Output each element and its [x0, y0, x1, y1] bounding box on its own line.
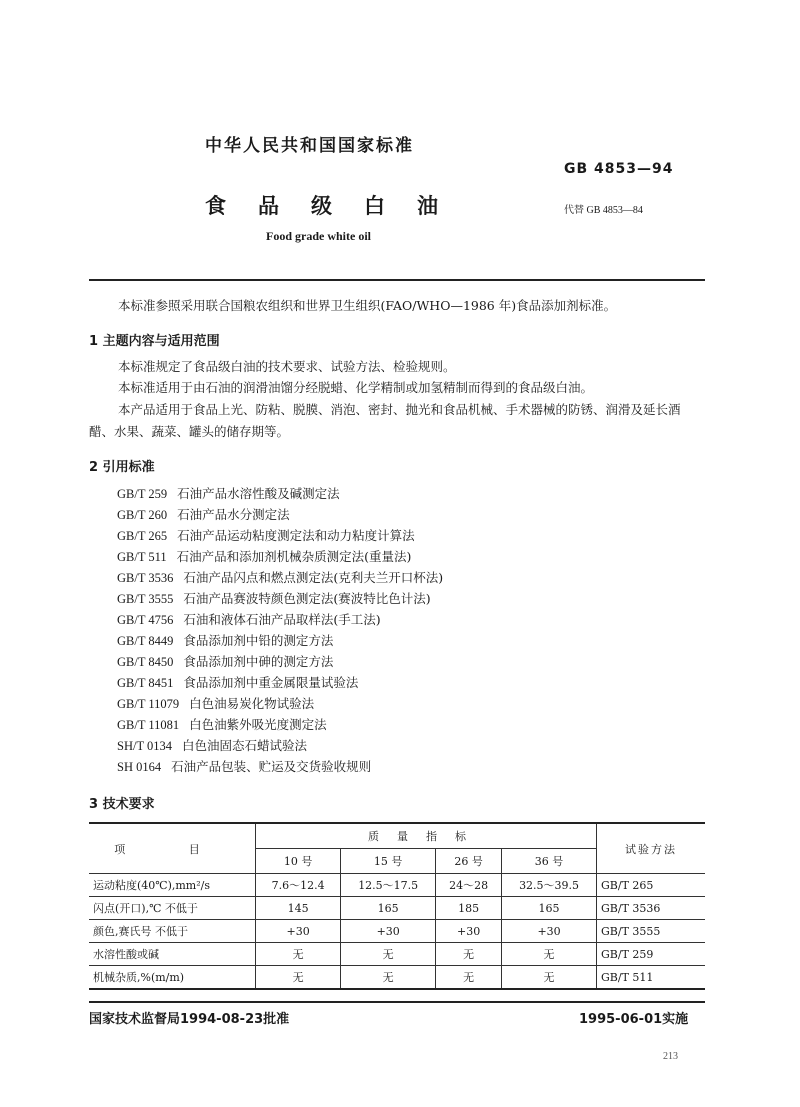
property-name: 水溶性酸或碱 — [89, 943, 256, 966]
standard-org-title: 中华人民共和国国家标准 — [205, 136, 414, 156]
table-cell: 24～28 — [436, 874, 502, 897]
table-cell: 145 — [256, 897, 341, 920]
property-name: 闪点(开口),℃ 不低于 — [89, 897, 256, 920]
ref-title: 石油产品水溶性酸及碱测定法 — [177, 486, 340, 501]
ref-code: SH/T 0134 — [117, 739, 172, 753]
property-name: 颜色,赛氏号 不低于 — [89, 920, 256, 943]
table-cell: +30 — [436, 920, 502, 943]
grade-header: 36 号 — [502, 849, 597, 874]
list-item — [117, 506, 443, 527]
ref-code: GB/T 4756 — [117, 613, 174, 627]
section-3-heading: 3 技术要求 — [89, 797, 155, 812]
ref-code: GB/T 260 — [117, 508, 168, 522]
table-cell: 无 — [256, 943, 341, 966]
technical-requirements-table — [89, 822, 705, 990]
referenced-standards-list — [117, 485, 443, 779]
ref-code: GB/T 8449 — [117, 634, 174, 648]
replaces-note: 代替 GB 4853—84 — [564, 205, 643, 216]
list-item — [117, 611, 443, 632]
table-row — [89, 943, 705, 966]
intro-paragraph: 本标准参照采用联合国粮农组织和世界卫生组织(FAO/WHO—1986 年)食品添加剂标准。 — [118, 298, 617, 313]
item-column-header: 项 目 — [89, 823, 256, 874]
list-item — [117, 548, 443, 569]
ref-code: GB/T 11079 — [117, 697, 180, 711]
list-item — [117, 569, 443, 590]
table-cell: 无 — [436, 966, 502, 990]
table-cell: 无 — [341, 943, 436, 966]
table-cell: +30 — [256, 920, 341, 943]
standard-code: GB 4853—94 — [564, 161, 674, 177]
section-1-paragraph: 醋、水果、蔬菜、罐头的储存期等。 — [89, 424, 290, 439]
document-title: 食品级白油 — [205, 194, 470, 218]
table-cell: 185 — [436, 897, 502, 920]
ref-title: 石油和液体石油产品取样法(手工法) — [183, 612, 381, 627]
effective-date: 1995-06-01实施 — [579, 1012, 689, 1027]
ref-title: 石油产品赛波特颜色测定法(赛波特比色计法) — [183, 591, 431, 606]
list-item — [117, 653, 443, 674]
test-method-cell: GB/T 3536 — [597, 897, 706, 920]
quality-index-header: 质量指标 — [256, 823, 597, 849]
table-cell: +30 — [502, 920, 597, 943]
ref-code: GB/T 8451 — [117, 676, 174, 690]
list-item — [117, 527, 443, 548]
ref-title: 石油产品和添加剂机械杂质测定法(重量法) — [176, 549, 412, 564]
table-cell: 12.5～17.5 — [341, 874, 436, 897]
english-title: Food grade white oil — [266, 229, 371, 243]
ref-code: GB/T 11081 — [117, 718, 180, 732]
footer-rule — [89, 1001, 705, 1003]
ref-code: GB/T 265 — [117, 529, 168, 543]
ref-title: 食品添加剂中铅的测定方法 — [183, 633, 334, 648]
table-row — [89, 966, 705, 990]
section-1-heading: 1 主题内容与适用范围 — [89, 334, 220, 349]
property-name: 运动粘度(40℃),mm²/s — [89, 874, 256, 897]
table-row — [89, 874, 705, 897]
issued-date: 国家技术监督局1994-08-23批准 — [89, 1012, 290, 1027]
ref-code: SH 0164 — [117, 760, 162, 774]
ref-code: GB/T 3536 — [117, 571, 174, 585]
list-item — [117, 716, 443, 737]
table-row — [89, 920, 705, 943]
ref-title: 石油产品运动粘度测定法和动力粘度计算法 — [177, 528, 415, 543]
table-row — [89, 897, 705, 920]
ref-title: 石油产品水分测定法 — [177, 507, 290, 522]
ref-code: GB/T 511 — [117, 550, 167, 564]
table-cell: 无 — [502, 943, 597, 966]
test-method-cell: GB/T 259 — [597, 943, 706, 966]
ref-title: 白色油易炭化物试验法 — [189, 696, 315, 711]
ref-title: 食品添加剂中砷的测定方法 — [183, 654, 334, 669]
list-item — [117, 758, 443, 779]
ref-code: GB/T 259 — [117, 487, 168, 501]
table-cell: 7.6～12.4 — [256, 874, 341, 897]
table-cell: 32.5～39.5 — [502, 874, 597, 897]
section-1-paragraph: 本产品适用于食品上光、防粘、脱膜、消泡、密封、抛光和食品机械、手术器械的防锈、润滑及延长酒 — [118, 402, 681, 417]
table-cell: 165 — [341, 897, 436, 920]
test-method-cell: GB/T 3555 — [597, 920, 706, 943]
grade-header: 15 号 — [341, 849, 436, 874]
list-item — [117, 632, 443, 653]
table-cell: 无 — [256, 966, 341, 990]
ref-title: 食品添加剂中重金属限量试验法 — [183, 675, 359, 690]
list-item — [117, 590, 443, 611]
section-1-paragraph: 本标准适用于由石油的润滑油馏分经脱蜡、化学精制或加氢精制而得到的食品级白油。 — [118, 380, 594, 395]
property-name: 机械杂质,%(m/m) — [89, 966, 256, 990]
ref-code: GB/T 3555 — [117, 592, 174, 606]
grade-header: 26 号 — [436, 849, 502, 874]
table-cell: 无 — [341, 966, 436, 990]
table-cell: 无 — [502, 966, 597, 990]
test-method-cell: GB/T 511 — [597, 966, 706, 990]
table-cell: 无 — [436, 943, 502, 966]
section-1-paragraph: 本标准规定了食品级白油的技术要求、试验方法、检验规则。 — [118, 359, 456, 374]
ref-code: GB/T 8450 — [117, 655, 174, 669]
header-rule — [89, 279, 705, 281]
list-item — [117, 485, 443, 506]
ref-title: 石油产品闪点和燃点测定法(克利夫兰开口杯法) — [183, 570, 444, 585]
table-cell: 165 — [502, 897, 597, 920]
list-item — [117, 695, 443, 716]
test-method-header: 试验方法 — [597, 823, 706, 874]
grade-header: 10 号 — [256, 849, 341, 874]
page-number: 213 — [663, 1051, 678, 1062]
ref-title: 白色油固态石蜡试验法 — [182, 738, 308, 753]
section-2-heading: 2 引用标准 — [89, 460, 155, 475]
list-item — [117, 737, 443, 758]
ref-title: 白色油紫外吸光度测定法 — [189, 717, 327, 732]
table-cell: +30 — [341, 920, 436, 943]
ref-title: 石油产品包装、贮运及交货验收规则 — [171, 759, 372, 774]
list-item — [117, 674, 443, 695]
test-method-cell: GB/T 265 — [597, 874, 706, 897]
